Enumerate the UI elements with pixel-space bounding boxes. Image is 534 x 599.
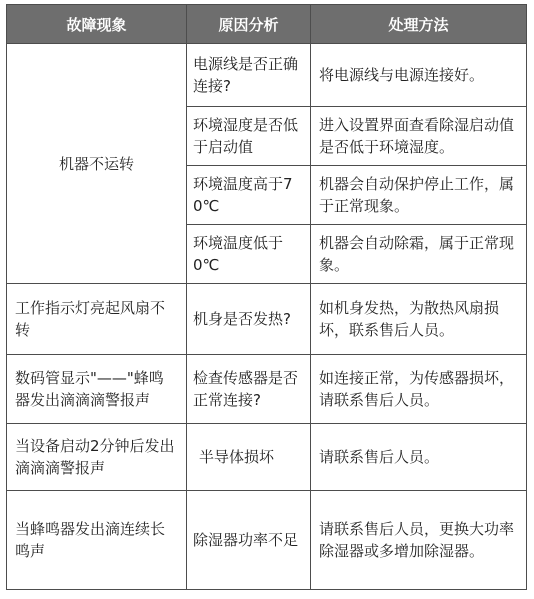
symptom-cell: 当设备启动2分钟后发出滴滴滴警报声: [7, 424, 187, 491]
cause-cell: 机身是否发热?: [187, 284, 311, 355]
table-header-row: [7, 5, 527, 44]
header-symptom: 故障现象: [7, 5, 187, 44]
cause-cell: 环境温度高于70℃: [187, 166, 311, 225]
table-row: [7, 491, 527, 590]
cause-cell: 除湿器功率不足: [187, 491, 311, 590]
solution-cell: 如连接正常，为传感器损坏，请联系售后人员。: [311, 355, 527, 424]
table-row: [7, 424, 527, 491]
cause-cell: 检查传感器是否正常连接?: [187, 355, 311, 424]
symptom-cell: 工作指示灯亮起风扇不转: [7, 284, 187, 355]
cause-cell: 环境湿度是否低于启动值: [187, 107, 311, 166]
troubleshooting-table: [6, 4, 527, 590]
solution-cell: 机器会自动保护停止工作，属于正常现象。: [311, 166, 527, 225]
table-row: [7, 284, 527, 355]
symptom-cell: 机器不运转: [7, 44, 187, 284]
solution-cell: 进入设置界面查看除湿启动值是否低于环境湿度。: [311, 107, 527, 166]
symptom-cell: 当蜂鸣器发出滴连续长鸣声: [7, 491, 187, 590]
solution-cell: 机器会自动除霜，属于正常现象。: [311, 225, 527, 284]
symptom-cell: 数码管显示"——"蜂鸣器发出滴滴滴警报声: [7, 355, 187, 424]
cause-cell: 环境温度低于0℃: [187, 225, 311, 284]
header-cause: 原因分析: [187, 5, 311, 44]
cause-cell: 半导体损坏: [187, 424, 311, 491]
cause-cell: 电源线是否正确连接?: [187, 44, 311, 107]
header-solution: 处理方法: [311, 5, 527, 44]
table-row: [7, 355, 527, 424]
solution-cell: 请联系售后人员。: [311, 424, 527, 491]
solution-cell: 如机身发热，为散热风扇损坏，联系售后人员。: [311, 284, 527, 355]
solution-cell: 请联系售后人员，更换大功率除湿器或多增加除湿器。: [311, 491, 527, 590]
table-row: [7, 44, 527, 107]
solution-cell: 将电源线与电源连接好。: [311, 44, 527, 107]
